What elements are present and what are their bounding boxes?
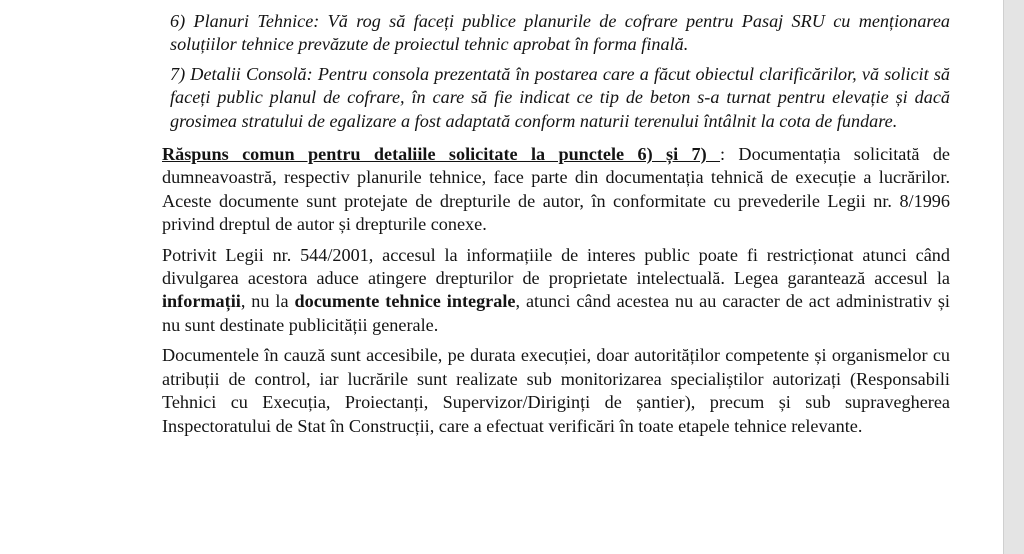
item-7-paragraph bbox=[162, 63, 950, 133]
law-paragraph bbox=[162, 244, 950, 338]
item-7-text: 7) Detalii Consolă: Pentru consola prezentată în postarea care a făcut obiectul clarificărilor, vă solicit să faceți public planul de cofrare, în care să fie indicat ce tip de beton s-a turnat pentru elevație și dacă grosimea stratului de egalizare a fost adaptată conform naturii terenului întâlnit la cota de fundare. bbox=[170, 63, 950, 131]
access-paragraph bbox=[162, 344, 950, 438]
access-text: Documentele în cauză sunt accesibile, pe durata execuției, doar autorităților competente și organismelor cu atribuții de control, iar lucrările sunt realizate sub monitorizarea specialiștilor autorizați (Responsabili Tehnici cu Execuția, Proiectanți, Supervizor/Diriginți de șantier), precum și sub supravegherea Inspectoratului de Stat în Construcții, care a efectuat verificări în toate etapele tehnice relevante. bbox=[162, 345, 950, 436]
document-body bbox=[162, 10, 950, 438]
law-text-part1: Potrivit Legii nr. 544/2001, accesul la informațiile de interes public poate fi restricționat atunci când divulgarea acestora aduce atingere drepturilor de proprietate intelectuală. Legea garantează accesul la bbox=[162, 244, 950, 289]
law-text-part3: , atunci când acestea nu au caracter de act administrativ și nu sunt destinate publicității generale. bbox=[162, 291, 950, 335]
law-bold-documents: documente tehnice integrale bbox=[294, 291, 516, 312]
answer-heading: Răspuns comun pentru detaliile solicitate la punctele 6) și 7) bbox=[162, 144, 721, 165]
law-text-part2: , nu la bbox=[240, 291, 295, 312]
answer-paragraph bbox=[162, 143, 950, 237]
law-bold-information: informații bbox=[162, 291, 241, 312]
page-edge-shadow bbox=[1003, 0, 1024, 554]
answer-text: : Documentația solicitată de dumneavoastră, respectiv planurile tehnice, face parte din documentația tehnică de execuție a lucrărilor. Aceste documente sunt protejate de drepturile de autor, în conformitate cu prevederile Legii nr. 8/1996 privind dreptul de autor și drepturile conexe. bbox=[162, 144, 950, 235]
item-6-paragraph bbox=[162, 10, 950, 57]
item-6-text: 6) Planuri Tehnice: Vă rog să faceți publice planurile de cofrare pentru Pasaj SRU cu menționarea soluțiilor tehnice prevăzute de proiectul tehnic aprobat în forma finală. bbox=[170, 11, 950, 55]
